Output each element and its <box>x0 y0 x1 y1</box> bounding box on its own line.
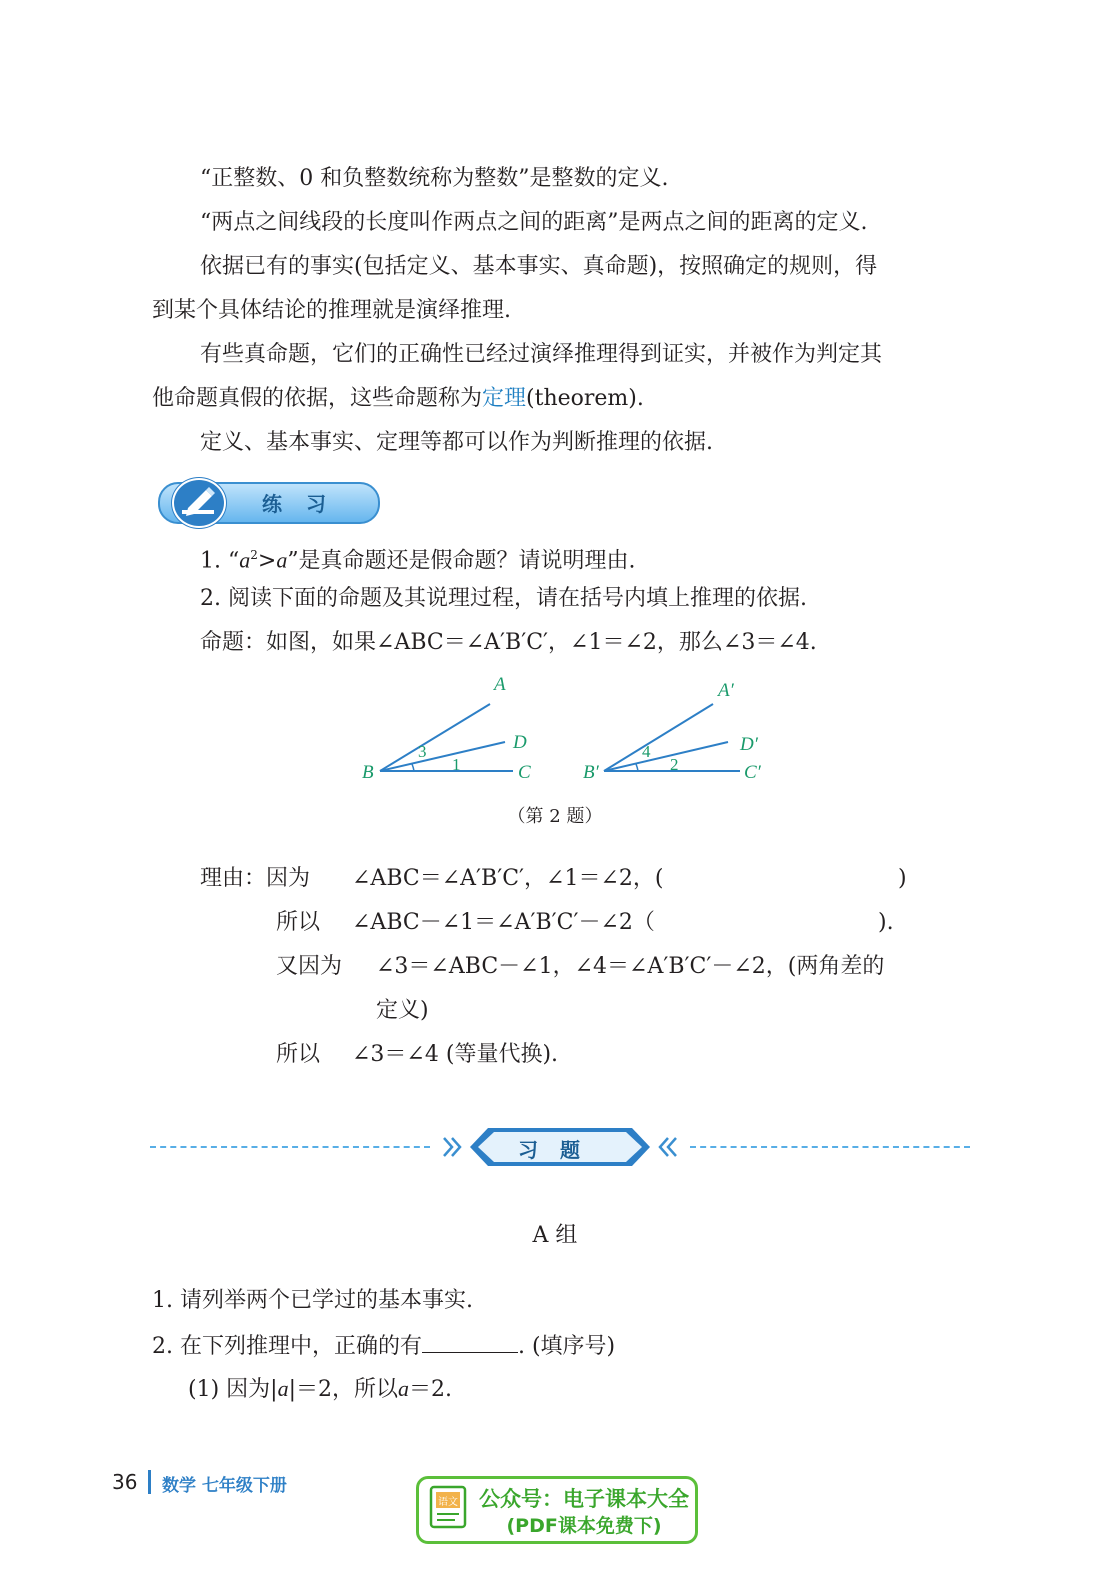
label-A: A <box>494 674 506 695</box>
reason-line-3b: 定义) <box>376 998 429 1023</box>
svg-text:语文: 语文 <box>438 1497 458 1508</box>
watermark-stamp <box>416 1476 698 1544</box>
reason-label-4: 所以 <box>276 1042 321 1067</box>
stamp-line-2: (PDF课本免费下) <box>506 1515 662 1537</box>
label-A-prime: A′ <box>718 680 734 701</box>
label-C: C <box>518 762 531 783</box>
reason-line-2-close: ). <box>878 910 894 935</box>
paragraph-integer-definition: “正整数、0 和负整数统称为整数”是整数的定义. <box>200 166 669 191</box>
book-title: 数学 七年级下册 <box>162 1476 287 1496</box>
label-B-prime: B′ <box>583 762 599 783</box>
label-angle-2: 2 <box>670 755 679 774</box>
reason-line-1-close: ) <box>898 866 907 891</box>
page-number: 36 <box>112 1470 138 1494</box>
divider-right <box>690 1146 970 1148</box>
theorem-text-post: (theorem). <box>526 386 644 411</box>
paragraph-distance-definition: “两点之间线段的长度叫作两点之间的距离”是两点之间的距离的定义. <box>200 210 868 235</box>
practice-question-1: 1. “$a^2>a$”是真命题还是假命题？请说明理由. <box>200 547 636 574</box>
exercise-banner <box>440 1124 680 1170</box>
paragraph-basis: 定义、基本事实、定理等都可以作为判断推理的依据. <box>200 430 713 455</box>
right-ray-BD <box>604 742 728 771</box>
reason-label-3: 又因为 <box>276 954 343 979</box>
exercise-1: 1. 请列举两个已学过的基本事实. <box>152 1288 473 1313</box>
footer-divider <box>148 1470 151 1494</box>
practice-question-2: 2. 阅读下面的命题及其说理过程，请在括号内填上推理的依据. <box>200 586 807 611</box>
paragraph-deduction-2: 到某个具体结论的推理就是演绎推理. <box>152 298 511 323</box>
exercise-2-item-1: (1) 因为|a|＝2，所以a＝2. <box>188 1376 452 1402</box>
reason-line-1: ∠ABC＝∠A′B′C′，∠1＝∠2，( <box>352 866 664 891</box>
proposition: 命题：如图，如果∠ABC＝∠A′B′C′，∠1＝∠2，那么∠3＝∠4. <box>200 630 817 655</box>
reason-line-2: ∠ABC－∠1＝∠A′B′C′－∠2（ <box>352 910 655 935</box>
left-ray-BA <box>380 704 490 771</box>
divider-left <box>150 1146 430 1148</box>
answer-blank[interactable] <box>422 1330 518 1353</box>
reason-line-3: ∠3＝∠ABC－∠1，∠4＝∠A′B′C′－∠2，(两角差的 <box>376 954 885 979</box>
theorem-text-pre: 他命题真假的依据，这些命题称为 <box>152 386 483 411</box>
figure-caption: （第 2 题） <box>507 806 603 827</box>
practice-title: 练习 <box>262 492 350 516</box>
label-angle-1: 1 <box>452 755 461 774</box>
label-D: D <box>513 732 527 753</box>
group-title: A 组 <box>532 1223 578 1248</box>
paragraph-theorem-2 <box>152 384 644 414</box>
left-ray-BD <box>380 742 505 771</box>
right-ray-BA <box>604 704 713 771</box>
label-angle-3: 3 <box>418 742 427 761</box>
pencil-icon <box>172 478 226 528</box>
reason-label-1: 理由：因为 <box>200 866 311 891</box>
book-icon <box>427 1485 471 1533</box>
exercise-2: 2. 在下列推理中，正确的有 . (填序号) <box>152 1330 615 1362</box>
reason-label-2: 所以 <box>276 910 321 935</box>
label-angle-4: 4 <box>642 742 651 761</box>
paragraph-deduction-1: 依据已有的事实(包括定义、基本事实、真命题)，按照确定的规则，得 <box>200 254 878 279</box>
exercise-title: 习题 <box>518 1138 602 1162</box>
angle-figure <box>350 668 780 792</box>
practice-banner <box>150 478 380 526</box>
reason-line-4: ∠3＝∠4 (等量代换). <box>352 1042 559 1067</box>
label-C-prime: C′ <box>744 762 761 783</box>
label-D-prime: D′ <box>740 734 758 755</box>
label-B: B <box>362 762 374 783</box>
stamp-line-1: 公众号：电子课本大全 <box>479 1487 689 1511</box>
theorem-term: 定理 <box>482 386 527 411</box>
paragraph-theorem-1: 有些真命题，它们的正确性已经过演绎推理得到证实，并被作为判定其 <box>200 342 883 367</box>
